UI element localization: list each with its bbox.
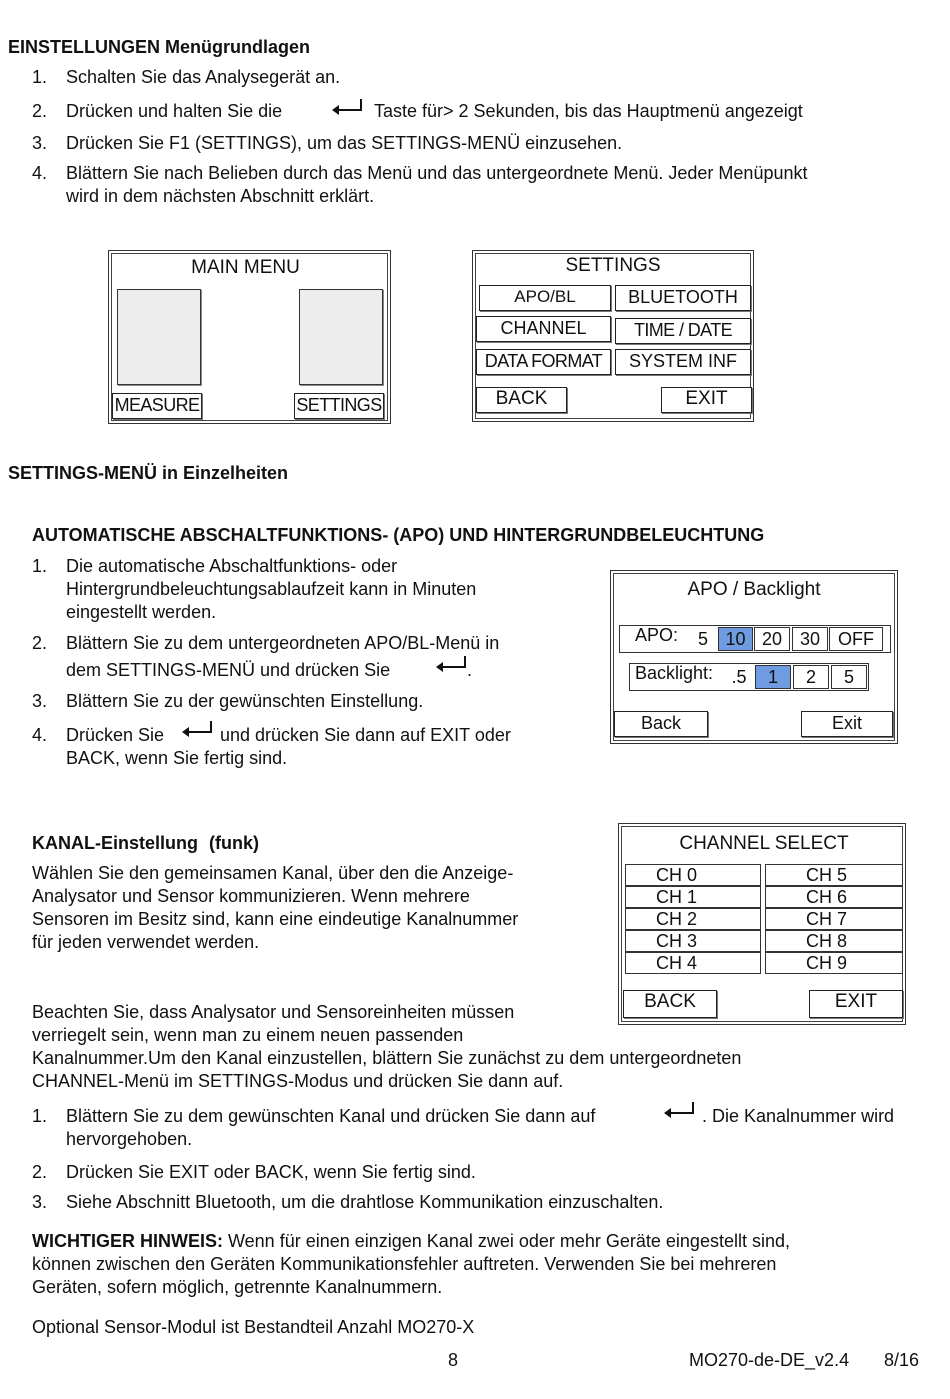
enter-key-icon	[662, 1100, 696, 1122]
channel-option-4[interactable]: CH 4	[625, 952, 761, 974]
channel-option-2[interactable]: CH 2	[625, 908, 761, 930]
step-number: 4.	[32, 725, 48, 745]
menu-item-bluetooth[interactable]: BLUETOOTH	[615, 285, 751, 311]
kanal-paragraph-line: Analysator und Sensor kommunizieren. Wenn mehrere	[32, 886, 470, 906]
backlight-option-5[interactable]: 5	[831, 665, 867, 689]
settings-button[interactable]: SETTINGS	[294, 393, 384, 419]
page-of-total: 8/16	[884, 1350, 920, 1370]
apo-option-5[interactable]: 5	[697, 629, 708, 649]
backlight-option-2[interactable]: 2	[793, 665, 829, 689]
menu-item-data-format[interactable]: DATA FORMAT	[476, 349, 611, 375]
apo-option-20[interactable]: 20	[754, 627, 790, 651]
menu-item-channel[interactable]: CHANNEL	[476, 316, 611, 342]
section-heading-einstellungen: EINSTELLUNGEN Menügrundlagen	[8, 37, 311, 57]
step-text: Die automatische Abschaltfunktions- oder	[66, 556, 398, 576]
step-number: 1.	[32, 556, 48, 576]
settings-menu-screen	[472, 250, 754, 422]
step-number: 2.	[32, 101, 48, 121]
kanal-paragraph-line: Beachten Sie, dass Analysator und Sensoreinheiten müssen	[32, 1002, 515, 1022]
apo-backlight-title: APO / Backlight	[687, 579, 821, 600]
exit-button[interactable]: EXIT	[661, 387, 752, 413]
channel-select-screen	[618, 823, 906, 1025]
optional-sensor-note: Optional Sensor-Modul ist Bestandteil Anzahl MO270-X	[32, 1317, 475, 1337]
settings-menu-title: SETTINGS	[565, 255, 661, 276]
step-text: Blättern Sie zu dem gewünschten Kanal und drücken Sie dann auf	[66, 1106, 596, 1126]
important-note-text: Wenn für einen einzigen Kanal zwei oder mehr Geräte eingestellt sind,	[223, 1231, 790, 1251]
step-text: Taste für> 2 Sekunden, bis das Hauptmenü angezeigt	[374, 101, 803, 121]
back-button[interactable]: BACK	[476, 387, 567, 413]
apo-backlight-screen	[610, 570, 898, 744]
step-text: Blättern Sie nach Belieben durch das Menü und das untergeordnete Menü. Jeder Menüpunkt	[66, 163, 808, 183]
backlight-option-05[interactable]: .5	[731, 667, 747, 687]
step-text: Blättern Sie zu dem untergeordneten APO/BL-Menü in	[66, 633, 500, 653]
kanal-paragraph-line: Kanalnummer.Um den Kanal einzustellen, blättern Sie zunächst zu dem untergeordneten	[32, 1048, 742, 1068]
apo-option-off[interactable]: OFF	[829, 627, 883, 651]
step-text: Drücken und halten Sie die	[66, 101, 283, 121]
step-text: dem SETTINGS-MENÜ und drücken Sie	[66, 660, 391, 680]
step-number: 1.	[32, 1106, 48, 1126]
channel-option-0[interactable]: CH 0	[625, 864, 761, 886]
step-text: BACK, wenn Sie fertig sind.	[66, 748, 288, 768]
important-note-label: WICHTIGER HINWEIS:	[32, 1231, 223, 1251]
kanal-heading-suffix: (funk)	[209, 833, 259, 853]
channel-option-9[interactable]: CH 9	[765, 952, 903, 974]
apo-label: APO:	[635, 625, 679, 645]
kanal-paragraph-line: CHANNEL-Menü im SETTINGS-Modus und drücken Sie dann auf.	[32, 1071, 564, 1091]
main-menu-title: MAIN MENU	[191, 257, 300, 278]
step-number: 1.	[32, 67, 48, 87]
enter-key-icon	[330, 97, 364, 119]
section-heading-settings: SETTINGS-MENÜ in Einzelheiten	[8, 463, 289, 483]
enter-key-icon	[180, 719, 214, 741]
step-text: Drücken Sie EXIT oder BACK, wenn Sie fertig sind.	[66, 1162, 476, 1182]
step-number: 3.	[32, 1192, 48, 1212]
step-text: Drücken Sie F1 (SETTINGS), um das SETTINGS-MENÜ einzusehen.	[66, 133, 623, 153]
document-id: MO270-de-DE_v2.4	[689, 1350, 850, 1370]
step-text: Drücken Sie	[66, 725, 165, 745]
channel-option-7[interactable]: CH 7	[765, 908, 903, 930]
channel-select-title: CHANNEL SELECT	[679, 833, 849, 854]
step-text: .	[467, 660, 473, 680]
important-note-line	[32, 1230, 790, 1253]
channel-option-6[interactable]: CH 6	[765, 886, 903, 908]
kanal-paragraph-line: für jeden verwendet werden.	[32, 932, 260, 952]
step-text: Blättern Sie zu der gewünschten Einstellung.	[66, 691, 424, 711]
step-number: 3.	[32, 691, 48, 711]
menu-item-time-date[interactable]: TIME / DATE	[615, 318, 751, 344]
measure-tile[interactable]	[117, 289, 201, 385]
exit-button[interactable]: Exit	[801, 711, 893, 737]
kanal-paragraph-line: Sensoren im Besitz sind, kann eine eindeutige Kanalnummer	[32, 909, 519, 929]
enter-key-icon	[434, 654, 468, 676]
channel-option-8[interactable]: CH 8	[765, 930, 903, 952]
backlight-label: Backlight:	[635, 663, 714, 683]
kanal-heading	[32, 832, 259, 855]
main-menu-screen	[108, 250, 391, 424]
important-note-line: können zwischen den Geräten Kommunikationsfehler auftreten. Verwenden Sie bei mehreren	[32, 1254, 777, 1274]
apo-option-10[interactable]: 10	[718, 627, 753, 651]
channel-option-1[interactable]: CH 1	[625, 886, 761, 908]
step-number: 2.	[32, 633, 48, 653]
step-number: 4.	[32, 163, 48, 183]
back-button[interactable]: Back	[614, 711, 708, 737]
step-text: Hintergrundbeleuchtungsablaufzeit kann in Minuten	[66, 579, 477, 599]
menu-item-apo-bl[interactable]: APO/BL	[479, 285, 611, 311]
measure-button[interactable]: MEASURE	[112, 393, 202, 419]
kanal-paragraph-line: Wählen Sie den gemeinsamen Kanal, über den die Anzeige-	[32, 863, 514, 883]
step-text: eingestellt werden.	[66, 602, 217, 622]
step-number: 3.	[32, 133, 48, 153]
step-text: wird in dem nächsten Abschnitt erklärt.	[66, 186, 375, 206]
step-text: Siehe Abschnitt Bluetooth, um die drahtlose Kommunikation einzuschalten.	[66, 1192, 664, 1212]
step-text: Schalten Sie das Analysegerät an.	[66, 67, 341, 87]
page-number: 8	[448, 1350, 459, 1370]
menu-item-system-inf[interactable]: SYSTEM INF	[615, 349, 751, 375]
back-button[interactable]: BACK	[623, 990, 717, 1018]
settings-tile[interactable]	[299, 289, 383, 385]
step-text: und drücken Sie dann auf EXIT oder	[220, 725, 511, 745]
apo-heading: AUTOMATISCHE ABSCHALTFUNKTIONS- (APO) UND HINTERGRUNDBELEUCHTUNG	[32, 525, 765, 545]
step-text: . Die Kanalnummer wird	[702, 1106, 895, 1126]
channel-option-5[interactable]: CH 5	[765, 864, 903, 886]
exit-button[interactable]: EXIT	[809, 990, 903, 1018]
kanal-paragraph-line: verriegelt sein, wenn man zu einem neuen passenden	[32, 1025, 464, 1045]
channel-option-3[interactable]: CH 3	[625, 930, 761, 952]
step-number: 2.	[32, 1162, 48, 1182]
apo-option-30[interactable]: 30	[792, 627, 828, 651]
important-note-line: Geräten, sofern möglich, getrennte Kanalnummern.	[32, 1277, 443, 1297]
step-text: hervorgehoben.	[66, 1129, 193, 1149]
kanal-heading-title: KANAL-Einstellung	[32, 833, 198, 853]
backlight-option-1[interactable]: 1	[755, 665, 791, 689]
